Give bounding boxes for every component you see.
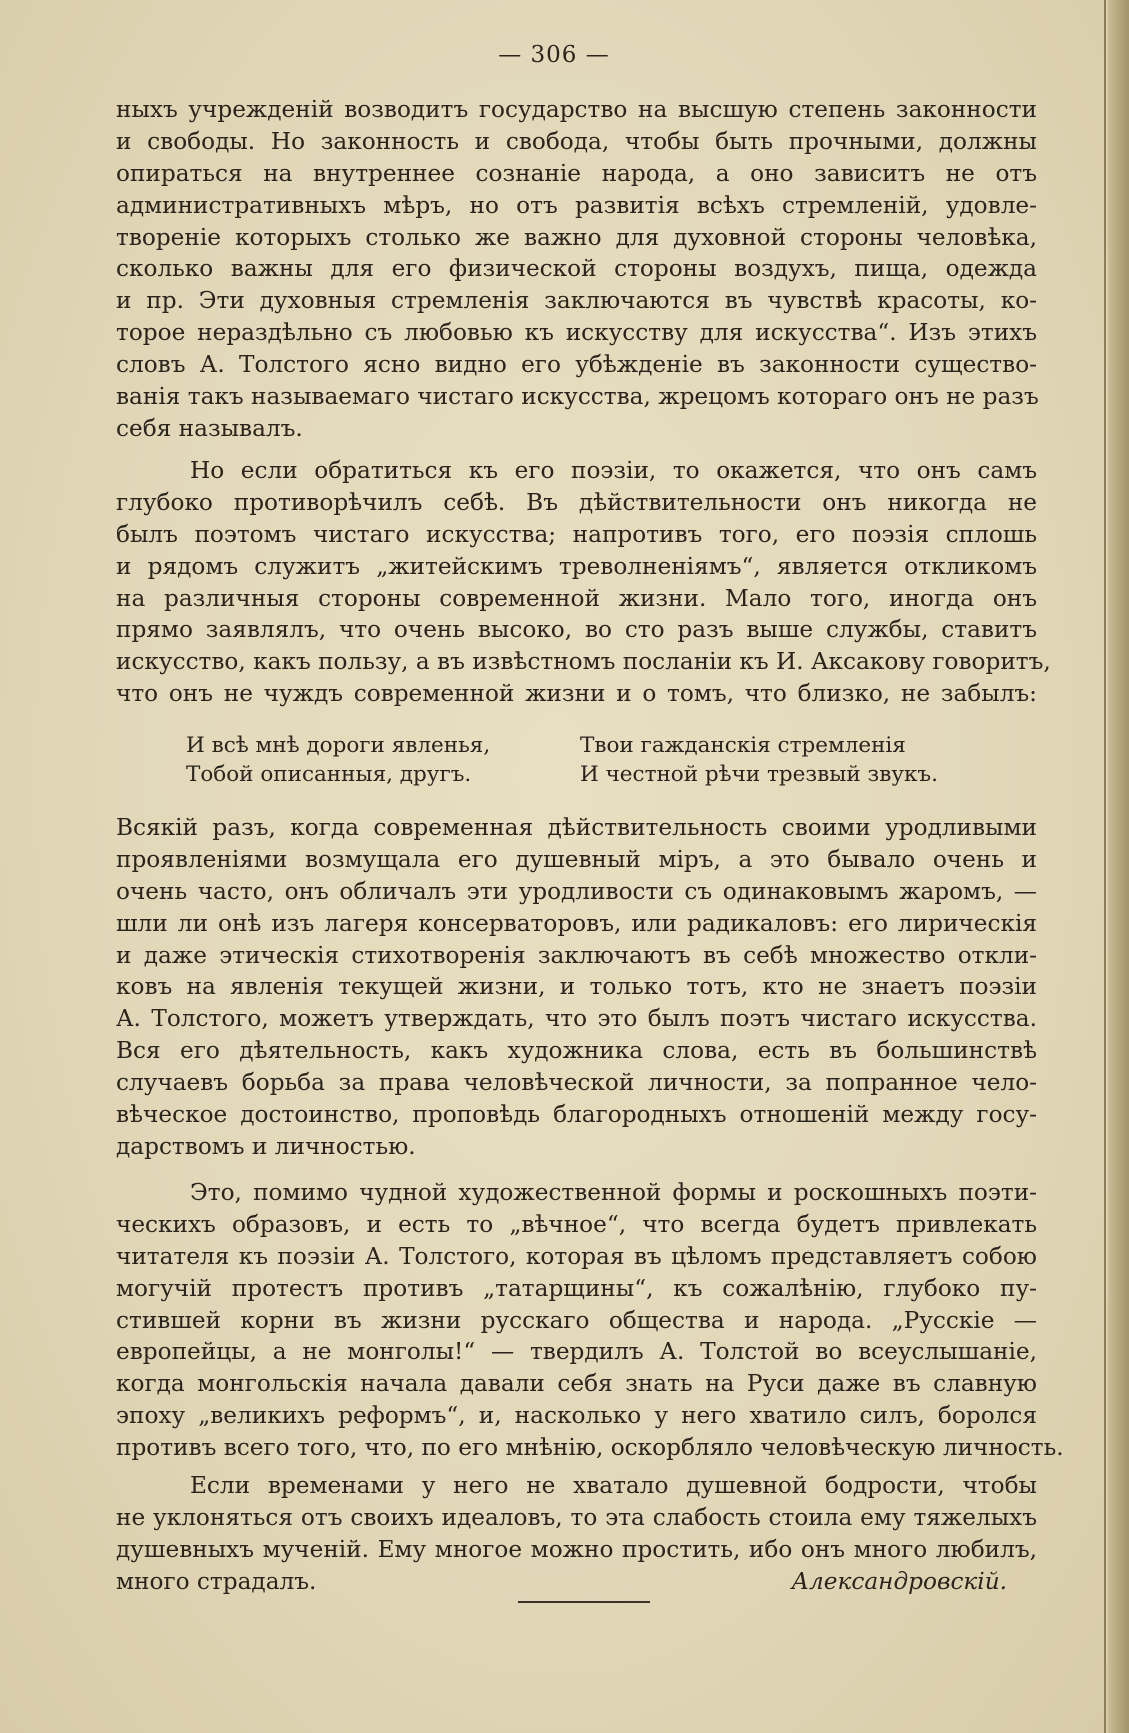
closing-line xyxy=(116,1566,1037,1598)
text-line: Это, помимо чудной художественной формы и роскошныхъ поэти- xyxy=(190,1179,1037,1206)
text-line: искусство, какъ пользу, а въ извѣстномъ посланіи къ И. Аксакову говоритъ, xyxy=(116,648,1051,676)
text-line: европейцы, а не монголы!“ — твердилъ А. Толстой во всеуслышаніе, xyxy=(116,1338,1037,1366)
paragraph-1 xyxy=(116,94,1037,445)
text-line: ческихъ образовъ, и есть то „вѣчное“, что всегда будетъ привлекать xyxy=(116,1210,1037,1238)
text-line: вѣческое достоинство, проповѣдь благородныхъ отношеній между госу- xyxy=(116,1101,1037,1129)
text-line: читателя къ поэзіи А. Толстого, которая въ цѣломъ представляетъ собою xyxy=(116,1242,1037,1270)
text-line: прямо заявлялъ, что очень высоко, во сто разъ выше службы, ставитъ xyxy=(116,616,1037,644)
text-line: могучій протестъ противъ „татарщины“, къ сожалѣнію, глубоко пу- xyxy=(116,1274,1037,1302)
paragraph-4 xyxy=(116,1177,1064,1464)
text-line: когда монгольскія начала давали себя знать на Руси даже въ славную xyxy=(116,1370,1037,1398)
text-line: ванія такъ называемаго чистаго искусства, жрецомъ котораго онъ не разъ xyxy=(116,383,1039,411)
text-line: эпоху „великихъ реформъ“, и, насколько у него хватило силъ, боролся xyxy=(116,1402,1037,1430)
poem-left-column xyxy=(186,731,490,789)
paragraph-2 xyxy=(116,455,1051,710)
poem-line: Тобой описанныя, другъ. xyxy=(186,762,472,787)
text-line: что онъ не чуждъ современной жизни и о томъ, что близко, не забылъ: xyxy=(116,680,1037,708)
text-line: и рядомъ служитъ „житейскимъ треволненіямъ“, является откликомъ xyxy=(116,552,1037,580)
paragraph-3 xyxy=(116,812,1037,1163)
text-line: административныхъ мѣръ, но отъ развитія всѣхъ стремленій, удовле- xyxy=(116,191,1037,219)
text-line: дарствомъ и личностью. xyxy=(116,1132,416,1160)
text-line: на различныя стороны современной жизни. Мало того, иногда онъ xyxy=(116,584,1037,612)
page-number: — 306 — xyxy=(498,42,610,68)
text-line: случаевъ борьба за права человѣческой личности, за попранное чело- xyxy=(116,1069,1037,1097)
closing-text: много страдалъ. xyxy=(116,1567,317,1595)
text-line: противъ всего того, что, по его мнѣнію, оскорбляло человѣческую личность. xyxy=(116,1434,1064,1462)
text-line: себя называлъ. xyxy=(116,414,303,442)
closing-rule xyxy=(518,1601,650,1603)
text-line: А. Толстого, можетъ утверждать, что это былъ поэтъ чистаго искусства. xyxy=(116,1005,1037,1033)
text-line: шли ли онѣ изъ лагеря консерваторовъ, или радикаловъ: его лирическія xyxy=(116,909,1037,937)
text-line: сколько важны для его физической стороны воздухъ, пища, одежда xyxy=(116,255,1037,283)
text-line: Но если обратиться къ его поэзіи, то окажется, что онъ самъ xyxy=(190,457,1037,484)
author-signature: Александровскій. xyxy=(791,1567,1007,1595)
text-line: очень часто, онъ обличалъ эти уродливости съ одинаковымъ жаромъ, — xyxy=(116,877,1037,905)
text-line: твореніе которыхъ столько же важно для духовной стороны человѣка, xyxy=(116,223,1037,251)
poem-right-column xyxy=(580,731,938,789)
page-edge-shadow xyxy=(1108,0,1129,1733)
text-line: не уклоняться отъ своихъ идеаловъ, то эта слабость стоила ему тяжелыхъ xyxy=(116,1503,1037,1531)
text-line: душевныхъ мученій. Ему многое можно простить, ибо онъ много любилъ, xyxy=(116,1535,1037,1563)
text-line: опираться на внутреннее сознаніе народа, а оно зависитъ не отъ xyxy=(116,159,1037,187)
text-line: Всякій разъ, когда современная дѣйствительность своими уродливыми xyxy=(116,814,1037,841)
text-line: торое нераздѣльно съ любовью къ искусству для искусства“. Изъ этихъ xyxy=(116,319,1037,347)
text-line: и свободы. Но законность и свобода, чтобы быть прочными, должны xyxy=(116,127,1037,155)
text-line: Если временами у него не хватало душевной бодрости, чтобы xyxy=(190,1472,1037,1499)
text-line: былъ поэтомъ чистаго искусства; напротивъ того, его поэзія сплошь xyxy=(116,520,1037,548)
text-line: глубоко противорѣчилъ себѣ. Въ дѣйствительности онъ никогда не xyxy=(116,488,1037,516)
text-line: и пр. Эти духовныя стремленія заключаются въ чувствѣ красоты, ко- xyxy=(116,287,1037,315)
paragraph-5 xyxy=(116,1470,1037,1598)
poem-line: И честной рѣчи трезвый звукъ. xyxy=(580,762,938,787)
text-line: ковъ на явленія текущей жизни, и только тотъ, кто не знаетъ поэзіи xyxy=(116,973,1037,1001)
text-line: и даже этическія стихотворенія заключаютъ въ себѣ множество откли- xyxy=(116,941,1037,969)
poem-line: И всѣ мнѣ дороги явленья, xyxy=(186,733,491,758)
text-line: стившей корни въ жизни русскаго общества и народа. „Русскіе — xyxy=(116,1306,1037,1334)
text-line: ныхъ учрежденій возводитъ государство на высшую степень законности xyxy=(116,96,1037,123)
text-line: проявленіями возмущала его душевный міръ, а это бывало очень и xyxy=(116,845,1037,873)
poem-line: Твои гажданскія стремленія xyxy=(580,733,906,758)
page-edge-line xyxy=(1104,0,1106,1733)
text-line: Вся его дѣятельность, какъ художника слова, есть въ большинствѣ xyxy=(116,1037,1037,1065)
text-line: словъ А. Толстого ясно видно его убѣжденіе въ законности существо- xyxy=(116,351,1037,379)
